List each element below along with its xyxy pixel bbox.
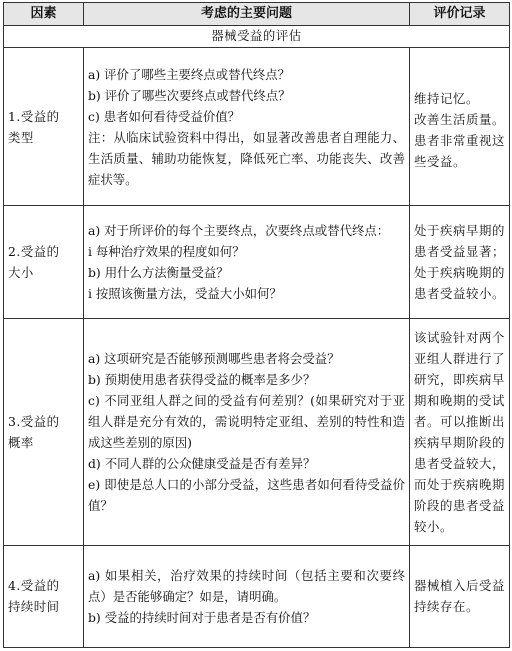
question-item: e) 即使是总人口的小部分受益，这些患者如何看待受益价值？: [88, 476, 405, 513]
questions-cell: [84, 47, 410, 205]
question-item: i 按照该衡量方法，受益大小如何？: [88, 285, 282, 301]
table-row: [4, 545, 510, 647]
question-item: a) 评价了哪些主要终点或替代终点？: [88, 66, 291, 82]
evaluation-item: 该试验针对两个亚组人群进行了研究，即疾病早期和晚期的受试者。可以推断出疾病早期阶段的患者受益较大，而处于疾病晚期阶段的患者受益较小。: [414, 329, 505, 534]
question-note: 注：从临床试验资料中得出，如显著改善患者自理能力、生活质量、辅助功能恢复，降低死亡率、功能丧失、改善症状等。: [88, 129, 405, 187]
table-row: [4, 47, 510, 205]
questions-cell: [84, 545, 410, 647]
evaluation-cell: [410, 206, 510, 319]
section-row: [4, 26, 510, 48]
table-row: [4, 318, 510, 545]
factor-cell: [4, 545, 84, 647]
question-item: b) 预期使用患者获得受益的概率是多少？: [88, 371, 316, 387]
question-item: c) 患者如何看待受益价值？: [88, 108, 241, 124]
question-item: b) 用什么方法衡量受益？: [88, 264, 229, 280]
section-title: 器械受益的评估: [4, 26, 510, 48]
factor-line: 3.受益的: [8, 413, 60, 429]
benefit-assessment-table: [3, 2, 510, 648]
question-item: d) 不同人群的公众健康受益是否有差异？: [88, 455, 316, 471]
factor-line: 大小: [8, 264, 34, 280]
questions-cell: [84, 206, 410, 319]
question-item: b) 评价了哪些次要终点或替代终点？: [88, 87, 291, 103]
question-item: a) 对于所评价的每个主要终点，次要终点或替代终点：: [88, 222, 390, 238]
question-item: i 每种治疗效果的程度如何？: [88, 243, 245, 259]
question-item: a) 如果相关，治疗效果的持续时间（包括主要和次要终点）是否能够确定？如是，请明确。: [88, 567, 405, 604]
factor-cell: [4, 318, 84, 545]
factor-line: 概率: [8, 434, 34, 450]
factor-cell: [4, 206, 84, 319]
factor-line: 持续时间: [8, 599, 60, 615]
factor-line: 4.受益的: [8, 578, 60, 594]
table-row: [4, 206, 510, 319]
header-factor: 因素: [4, 3, 84, 26]
header-evaluation: 评价记录: [410, 3, 510, 26]
question-item: b) 受益的持续时间对于患者是否有价值？: [88, 609, 316, 625]
evaluation-item: 改善生活质量。: [414, 111, 505, 127]
factor-cell: [4, 47, 84, 205]
factor-line: 类型: [8, 129, 34, 145]
question-item: c) 不同亚组人群之间的受益有何差别？(如果研究对于亚组人群是充分有效的，需说明特定亚组、差别的特性和造成这些差别的原因): [88, 392, 405, 450]
evaluation-cell: [410, 545, 510, 647]
factor-line: 2.受益的: [8, 243, 60, 259]
evaluation-item: 处于疾病早期的患者受益显著；处于疾病晚期的患者受益较小。: [414, 222, 505, 301]
evaluation-item: 器械植入后受益持续存在。: [414, 578, 505, 615]
header-questions: 考虑的主要问题: [84, 3, 410, 26]
evaluation-cell: [410, 47, 510, 205]
factor-line: 1.受益的: [8, 108, 60, 124]
evaluation-item: 维持记忆。: [414, 90, 479, 106]
evaluation-item: 患者非常重视这些受益。: [414, 132, 505, 169]
questions-cell: [84, 318, 410, 545]
header-row: [4, 3, 510, 26]
evaluation-cell: [410, 318, 510, 545]
question-item: a) 这项研究是否能够预测哪些患者将会受益？: [88, 350, 340, 366]
